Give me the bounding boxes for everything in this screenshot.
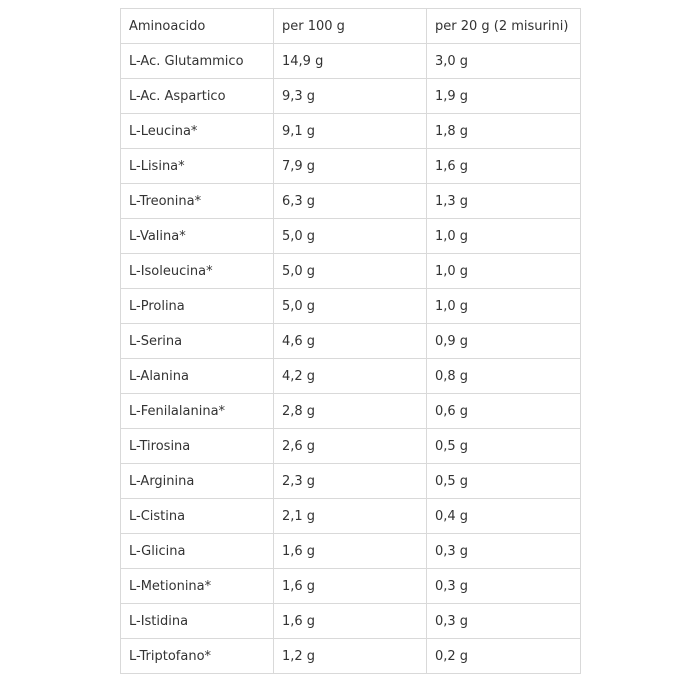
per-20g-value-cell: 1,0 g (427, 254, 581, 289)
table-row (121, 114, 581, 149)
per-100g-value-cell: 4,2 g (274, 359, 427, 394)
per-100g-value-cell: 2,3 g (274, 464, 427, 499)
amino-acid-name-cell: L-Istidina (121, 604, 274, 639)
table-body (121, 44, 581, 674)
per-100g-value-cell: 2,8 g (274, 394, 427, 429)
per-100g-value-cell: 14,9 g (274, 44, 427, 79)
per-20g-value-cell: 0,5 g (427, 464, 581, 499)
amino-acid-name-cell: L-Arginina (121, 464, 274, 499)
per-20g-value-cell: 0,3 g (427, 534, 581, 569)
per-100g-value-cell: 1,2 g (274, 639, 427, 674)
table-row (121, 394, 581, 429)
amino-acid-name-cell: L-Alanina (121, 359, 274, 394)
header-per-100g: per 100 g (274, 9, 427, 44)
amino-acid-name-cell: L-Prolina (121, 289, 274, 324)
table-row (121, 219, 581, 254)
per-100g-value-cell: 2,6 g (274, 429, 427, 464)
per-100g-value-cell: 4,6 g (274, 324, 427, 359)
header-amino-acid: Aminoacido (121, 9, 274, 44)
table-row (121, 324, 581, 359)
amino-acid-name-cell: L-Fenilalanina* (121, 394, 274, 429)
table-row (121, 184, 581, 219)
amino-acid-table (120, 8, 581, 674)
amino-acid-name-cell: L-Isoleucina* (121, 254, 274, 289)
table-row (121, 359, 581, 394)
table-row (121, 289, 581, 324)
amino-acid-name-cell: L-Tirosina (121, 429, 274, 464)
header-per-20g: per 20 g (2 misurini) (427, 9, 581, 44)
per-20g-value-cell: 0,4 g (427, 499, 581, 534)
table-row (121, 44, 581, 79)
per-100g-value-cell: 9,3 g (274, 79, 427, 114)
table-row (121, 149, 581, 184)
per-20g-value-cell: 0,3 g (427, 604, 581, 639)
amino-acid-name-cell: L-Metionina* (121, 569, 274, 604)
table-row (121, 429, 581, 464)
per-20g-value-cell: 1,6 g (427, 149, 581, 184)
amino-acid-name-cell: L-Triptofano* (121, 639, 274, 674)
per-100g-value-cell: 1,6 g (274, 604, 427, 639)
per-20g-value-cell: 0,5 g (427, 429, 581, 464)
table-row (121, 569, 581, 604)
amino-acid-name-cell: L-Lisina* (121, 149, 274, 184)
header-row (121, 9, 581, 44)
per-100g-value-cell: 1,6 g (274, 569, 427, 604)
per-20g-value-cell: 0,8 g (427, 359, 581, 394)
amino-acid-name-cell: L-Leucina* (121, 114, 274, 149)
per-100g-value-cell: 9,1 g (274, 114, 427, 149)
per-20g-value-cell: 0,9 g (427, 324, 581, 359)
table-row (121, 254, 581, 289)
table-row (121, 604, 581, 639)
per-100g-value-cell: 5,0 g (274, 254, 427, 289)
per-20g-value-cell: 0,3 g (427, 569, 581, 604)
per-20g-value-cell: 1,3 g (427, 184, 581, 219)
per-100g-value-cell: 5,0 g (274, 289, 427, 324)
table-row (121, 639, 581, 674)
per-100g-value-cell: 1,6 g (274, 534, 427, 569)
table-row (121, 499, 581, 534)
per-20g-value-cell: 1,0 g (427, 219, 581, 254)
amino-acid-name-cell: L-Treonina* (121, 184, 274, 219)
per-20g-value-cell: 1,8 g (427, 114, 581, 149)
amino-acid-name-cell: L-Valina* (121, 219, 274, 254)
table-row (121, 79, 581, 114)
amino-acid-name-cell: L-Glicina (121, 534, 274, 569)
per-20g-value-cell: 3,0 g (427, 44, 581, 79)
per-20g-value-cell: 1,0 g (427, 289, 581, 324)
table-row (121, 534, 581, 569)
table-header (121, 9, 581, 44)
amino-acid-name-cell: L-Ac. Aspartico (121, 79, 274, 114)
amino-acid-name-cell: L-Cistina (121, 499, 274, 534)
table-row (121, 464, 581, 499)
amino-acid-name-cell: L-Serina (121, 324, 274, 359)
per-100g-value-cell: 6,3 g (274, 184, 427, 219)
per-100g-value-cell: 2,1 g (274, 499, 427, 534)
per-100g-value-cell: 5,0 g (274, 219, 427, 254)
per-20g-value-cell: 0,2 g (427, 639, 581, 674)
per-20g-value-cell: 1,9 g (427, 79, 581, 114)
amino-acid-table-container (120, 8, 580, 674)
amino-acid-name-cell: L-Ac. Glutammico (121, 44, 274, 79)
per-20g-value-cell: 0,6 g (427, 394, 581, 429)
per-100g-value-cell: 7,9 g (274, 149, 427, 184)
